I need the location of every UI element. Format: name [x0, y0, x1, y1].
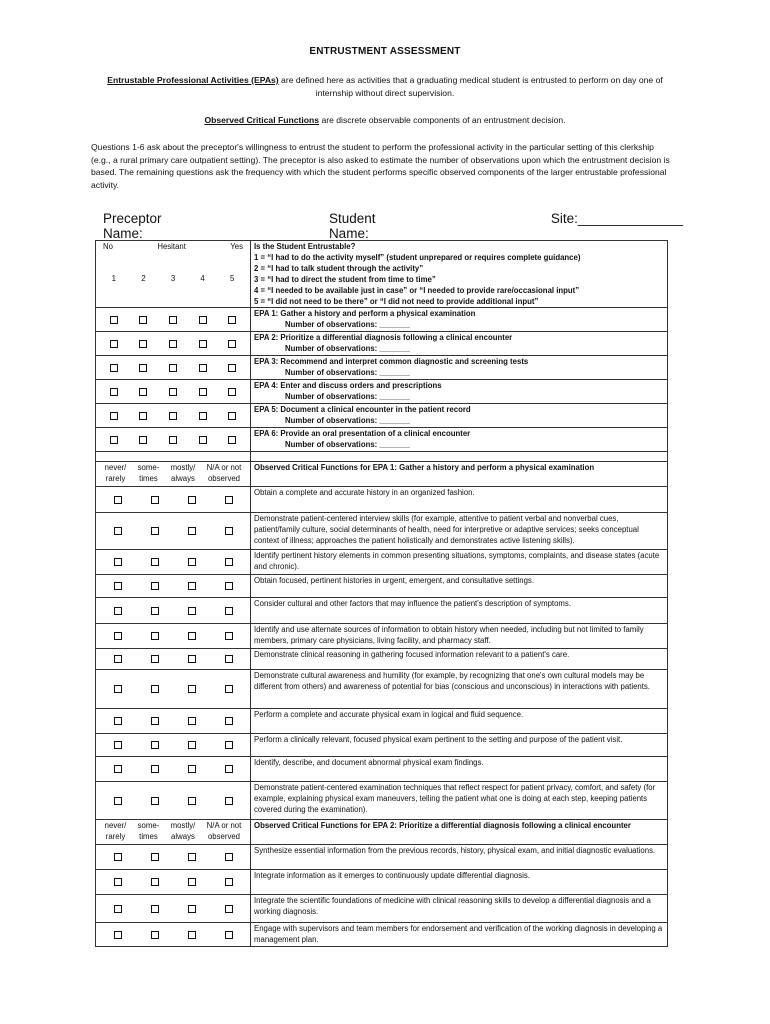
observed-function-row: [96, 845, 668, 870]
observations-field: Number of observations: _______: [285, 320, 410, 329]
observations-field: Number of observations: _______: [285, 392, 410, 401]
observed-function-text: Consider cultural and other factors that may influence the patient's description of symptoms.: [254, 599, 571, 608]
observed-function-text: Demonstrate patient-centered examination techniques that reflect respect for patient privacy, comfort, and safety (for example, explaining physical exam maneuvers, telling the patient what one is doing at each step, keeping patients covered during the examination).: [254, 783, 656, 814]
checkbox[interactable]: [188, 582, 196, 590]
section-title: [251, 462, 668, 487]
freq-observed: observed: [207, 474, 241, 483]
observed-function: [251, 845, 668, 870]
checkbox[interactable]: [228, 316, 236, 324]
checkbox[interactable]: [225, 582, 233, 590]
epa-label: EPA 2: Prioritize a differential diagnosis following a clinical encounter: [254, 333, 513, 342]
observed-function-text: Synthesize essential information from the previous records, history, physical exam, and initial diagnostic evaluations.: [254, 846, 656, 855]
checkbox[interactable]: [139, 388, 147, 396]
checkbox[interactable]: [225, 655, 233, 663]
observed-function: [251, 575, 668, 598]
frequency-scale-header: [96, 462, 251, 487]
checkbox[interactable]: [228, 364, 236, 372]
checkbox-group: [96, 895, 251, 923]
checkbox[interactable]: [110, 412, 118, 420]
freq-rarely: rarely: [105, 832, 126, 841]
page-title: ENTRUSTMENT ASSESSMENT: [309, 46, 461, 57]
epa-row: [96, 308, 668, 332]
site-field[interactable]: Site:______________: [550, 211, 683, 226]
observed-function: [251, 923, 668, 947]
checkbox[interactable]: [114, 607, 122, 615]
assessment-table: [95, 240, 668, 947]
observed-function: [251, 598, 668, 624]
checkbox-group: [96, 649, 251, 670]
checkbox[interactable]: [228, 340, 236, 348]
observations-field: Number of observations: _______: [285, 368, 410, 377]
epa-label: EPA 6: Provide an oral presentation of a clinical encounter: [254, 429, 471, 438]
legend-line: 3 = “I had to direct the student from time to time”: [254, 275, 436, 284]
epa-cell: [251, 380, 668, 404]
freq-always: always: [171, 474, 195, 483]
observed-function-text: Engage with supervisors and team members for endorsement and verification of the working diagnosis in developing a management plan.: [254, 924, 663, 944]
checkbox[interactable]: [151, 853, 159, 861]
freq-na: N/A or not: [206, 463, 242, 472]
legend-line: 5 = “I did not need to be there” or “I did not need to provide additional input”: [254, 297, 539, 306]
checkbox[interactable]: [151, 632, 159, 640]
epa-row: [96, 332, 668, 356]
observed-function: [251, 649, 668, 670]
checkbox[interactable]: [188, 655, 196, 663]
checkbox[interactable]: [114, 685, 122, 693]
name-fields: [103, 211, 683, 241]
legend-line: 1 = “I had to do the activity myself” (student unprepared or requires complete guidance): [254, 253, 581, 262]
checkbox[interactable]: [114, 496, 122, 504]
checkbox[interactable]: [114, 931, 122, 939]
checkbox[interactable]: [114, 905, 122, 913]
observed-function-row: [96, 870, 668, 895]
checkbox[interactable]: [151, 741, 159, 749]
observed-function-row: [96, 923, 668, 947]
checkbox[interactable]: [228, 388, 236, 396]
observations-field: Number of observations: _______: [285, 440, 410, 449]
scale-yes-label: Yes: [230, 242, 243, 251]
observed-function-row: [96, 624, 668, 649]
checkbox[interactable]: [151, 527, 159, 535]
freq-mostly: mostly/: [170, 463, 196, 472]
entrust-legend: [251, 241, 668, 308]
checkbox[interactable]: [169, 412, 177, 420]
preceptor-name-field[interactable]: Preceptor Name:____________________: [103, 211, 293, 241]
epa-label: EPA 5: Document a clinical encounter in the patient record: [254, 405, 471, 414]
observations-field: Number of observations: _______: [285, 344, 410, 353]
checkbox[interactable]: [225, 853, 233, 861]
checkbox[interactable]: [151, 878, 159, 886]
checkbox[interactable]: [199, 436, 207, 444]
epa-label: EPA 3: Recommend and interpret common diagnostic and screening tests: [254, 357, 529, 366]
checkbox-group: [96, 428, 251, 452]
checkbox[interactable]: [169, 436, 177, 444]
observed-function: [251, 709, 668, 734]
checkbox[interactable]: [188, 878, 196, 886]
checkbox[interactable]: [188, 741, 196, 749]
checkbox[interactable]: [225, 558, 233, 566]
freq-observed: observed: [207, 832, 241, 841]
observed-function-text: Demonstrate clinical reasoning in gathering focused information relevant to a patient's care.: [254, 650, 570, 659]
observed-function-row: [96, 550, 668, 575]
observed-function-text: Perform a complete and accurate physical exam in logical and fluid sequence.: [254, 710, 524, 719]
checkbox[interactable]: [114, 527, 122, 535]
checkbox[interactable]: [188, 685, 196, 693]
checkbox[interactable]: [199, 412, 207, 420]
checkbox[interactable]: [139, 364, 147, 372]
epa-row: [96, 428, 668, 452]
scale-number: 3: [170, 274, 176, 283]
checkbox[interactable]: [225, 741, 233, 749]
checkbox[interactable]: [151, 558, 159, 566]
checkbox[interactable]: [225, 496, 233, 504]
checkbox[interactable]: [225, 717, 233, 725]
checkbox-group: [96, 356, 251, 380]
checkbox[interactable]: [188, 765, 196, 773]
observed-function-row: [96, 709, 668, 734]
checkbox[interactable]: [139, 316, 147, 324]
observed-function-text: Integrate information as it emerges to continuously update differential diagnosis.: [254, 871, 530, 880]
checkbox-group: [96, 380, 251, 404]
checkbox[interactable]: [139, 412, 147, 420]
observed-function: [251, 513, 668, 550]
freq-always: always: [171, 832, 195, 841]
checkbox-group: [96, 575, 251, 598]
checkbox-group: [96, 709, 251, 734]
checkbox-group: [96, 782, 251, 820]
scale-hesitant-label: Hesitant: [157, 242, 186, 251]
checkbox[interactable]: [114, 632, 122, 640]
checkbox-group: [96, 308, 251, 332]
entrust-header-row: [96, 241, 668, 308]
checkbox[interactable]: [139, 436, 147, 444]
epa-cell: [251, 404, 668, 428]
epa-label: EPA 4: Enter and discuss orders and prescriptions: [254, 381, 442, 390]
observed-function-text: Identify, describe, and document abnormal physical exam findings.: [254, 758, 484, 767]
epa-definition: Entrustable Professional Activities (EPAs) are defined here as activities that a graduating medical student is entrusted to perform on day one of internship without direct supervision.: [107, 75, 663, 98]
freq-never: never/: [104, 463, 127, 472]
checkbox-group: [96, 487, 251, 513]
epa-cell: [251, 356, 668, 380]
checkbox-group: [96, 757, 251, 782]
freq-na: N/A or not: [206, 821, 242, 830]
section-title-text: Observed Critical Functions for EPA 1: Gather a history and perform a physical examination: [254, 463, 595, 472]
checkbox[interactable]: [151, 765, 159, 773]
checkbox[interactable]: [188, 527, 196, 535]
questions-paragraph: Questions 1-6 ask about the preceptor's willingness to entrust the student to perform the professional activity in the particular setting of this clerkship (e.g., a rural primary care outpatient setting). The preceptor is also asked to estimate the number of observations upon which the entrustment decision is based. The remaining questions ask the frequency with which the student performs specific observed components of the larger entrustable professional activity.: [91, 142, 670, 190]
observed-function-row: [96, 598, 668, 624]
checkbox[interactable]: [114, 717, 122, 725]
checkbox[interactable]: [151, 582, 159, 590]
checkbox[interactable]: [199, 316, 207, 324]
scale-number: 4: [200, 274, 205, 283]
observed-function: [251, 782, 668, 820]
observed-function-row: [96, 734, 668, 757]
checkbox[interactable]: [188, 853, 196, 861]
observed-function-row: [96, 513, 668, 550]
checkbox[interactable]: [225, 905, 233, 913]
checkbox-group: [96, 923, 251, 947]
epa-cell: [251, 332, 668, 356]
observed-function: [251, 870, 668, 895]
observed-function-text: Identify pertinent history elements in common presenting situations, symptoms, complaints, and disease states (acute and chronic).: [254, 551, 660, 571]
epa-row: [96, 404, 668, 428]
checkbox[interactable]: [225, 797, 233, 805]
section-title-text: Observed Critical Functions for EPA 2: Prioritize a differential diagnosis following a clinical encounter: [254, 821, 631, 830]
ocf-definition: Observed Critical Functions are discrete observable components of an entrustment decision.: [204, 115, 566, 125]
legend-line: 4 = “I needed to be available just in case” or “I needed to provide rare/occasional input”: [254, 286, 580, 295]
spacer-row: [96, 452, 668, 462]
checkbox[interactable]: [110, 364, 118, 372]
checkbox[interactable]: [199, 388, 207, 396]
checkbox[interactable]: [114, 878, 122, 886]
checkbox[interactable]: [151, 905, 159, 913]
checkbox[interactable]: [151, 496, 159, 504]
checkbox-group: [96, 624, 251, 649]
observed-function-text: Demonstrate patient-centered interview skills (for example, attentive to patient verbal and nonverbal cues, patient/family culture, social determinants of health, need for interpretive or adaptive services; seeks conceptual context of illness; approaches the patient holistically and demonstrates active listening skills).: [254, 514, 639, 545]
checkbox[interactable]: [169, 340, 177, 348]
checkbox[interactable]: [110, 340, 118, 348]
checkbox-group: [96, 670, 251, 709]
checkbox[interactable]: [139, 340, 147, 348]
observed-function-row: [96, 757, 668, 782]
checkbox[interactable]: [199, 364, 207, 372]
observed-function-row: [96, 649, 668, 670]
checkbox[interactable]: [188, 931, 196, 939]
observations-field: Number of observations: _______: [285, 416, 410, 425]
checkbox[interactable]: [114, 558, 122, 566]
student-name-field[interactable]: Student Name:_____________________: [328, 211, 527, 241]
observed-function: [251, 734, 668, 757]
epa-cell: [251, 308, 668, 332]
checkbox[interactable]: [151, 685, 159, 693]
observed-function-row: [96, 670, 668, 709]
observed-function: [251, 550, 668, 575]
frequency-header-row: [96, 820, 668, 845]
checkbox-group: [96, 513, 251, 550]
checkbox[interactable]: [151, 717, 159, 725]
freq-mostly: mostly/: [170, 821, 196, 830]
checkbox-group: [96, 404, 251, 428]
checkbox-group: [96, 550, 251, 575]
checkbox[interactable]: [188, 717, 196, 725]
checkbox[interactable]: [225, 765, 233, 773]
checkbox[interactable]: [110, 388, 118, 396]
checkbox[interactable]: [114, 582, 122, 590]
scale-number: 1: [111, 274, 116, 283]
epa-row: [96, 380, 668, 404]
observed-function-text: Integrate the scientific foundations of medicine with clinical reasoning skills to develop a differential diagnosis and a working diagnosis.: [254, 896, 651, 916]
checkbox[interactable]: [169, 316, 177, 324]
epa-row: [96, 356, 668, 380]
checkbox[interactable]: [188, 496, 196, 504]
observed-function: [251, 624, 668, 649]
checkbox[interactable]: [110, 436, 118, 444]
freq-some: some-: [137, 821, 160, 830]
checkbox[interactable]: [225, 931, 233, 939]
checkbox[interactable]: [169, 388, 177, 396]
checkbox-group: [96, 845, 251, 870]
checkbox[interactable]: [188, 797, 196, 805]
scale-header: [96, 241, 251, 308]
checkbox[interactable]: [114, 797, 122, 805]
legend-title: Is the Student Entrustable?: [254, 242, 356, 251]
checkbox[interactable]: [114, 765, 122, 773]
checkbox-group: [96, 332, 251, 356]
observed-function-text: Obtain focused, pertinent histories in urgent, emergent, and consultative settings.: [254, 576, 534, 585]
observed-function-row: [96, 782, 668, 820]
observed-function-text: Obtain a complete and accurate history in an organized fashion.: [254, 488, 475, 497]
observed-function-row: [96, 895, 668, 923]
checkbox[interactable]: [228, 436, 236, 444]
checkbox[interactable]: [228, 412, 236, 420]
epa-label: EPA 1: Gather a history and perform a physical examination: [254, 309, 476, 318]
frequency-header-row: [96, 462, 668, 487]
scale-number: 2: [141, 274, 146, 283]
scale-no-label: No: [103, 242, 113, 251]
checkbox[interactable]: [151, 655, 159, 663]
observed-function: [251, 895, 668, 923]
observed-function: [251, 757, 668, 782]
observed-function-text: Perform a clinically relevant, focused physical exam pertinent to the setting and purpose of the patient visit.: [254, 735, 623, 744]
scale-number: 5: [230, 274, 235, 283]
observed-function-row: [96, 575, 668, 598]
freq-some: some-: [137, 463, 160, 472]
checkbox[interactable]: [188, 558, 196, 566]
checkbox[interactable]: [188, 905, 196, 913]
freq-never: never/: [104, 821, 127, 830]
legend-line: 2 = “I had to talk student through the activity”: [254, 264, 424, 273]
freq-rarely: rarely: [105, 474, 126, 483]
checkbox[interactable]: [114, 741, 122, 749]
checkbox[interactable]: [151, 797, 159, 805]
checkbox[interactable]: [199, 340, 207, 348]
observed-function: [251, 670, 668, 709]
checkbox[interactable]: [110, 316, 118, 324]
checkbox[interactable]: [188, 607, 196, 615]
checkbox-group: [96, 870, 251, 895]
checkbox[interactable]: [114, 655, 122, 663]
checkbox-group: [96, 734, 251, 757]
checkbox[interactable]: [225, 607, 233, 615]
checkbox[interactable]: [151, 607, 159, 615]
checkbox[interactable]: [225, 632, 233, 640]
observed-function-text: Identify and use alternate sources of information to obtain history when needed, including but not limited to family members, primary care physicians, living facility, and pharmacy staff.: [254, 625, 644, 645]
freq-times: times: [139, 474, 158, 483]
checkbox[interactable]: [225, 685, 233, 693]
checkbox[interactable]: [225, 527, 233, 535]
observed-function: [251, 487, 668, 513]
observed-function-row: [96, 487, 668, 513]
checkbox[interactable]: [114, 853, 122, 861]
checkbox[interactable]: [188, 632, 196, 640]
frequency-scale-header: [96, 820, 251, 845]
checkbox-group: [96, 598, 251, 624]
epa-cell: [251, 428, 668, 452]
checkbox[interactable]: [169, 364, 177, 372]
observed-function-text: Demonstrate cultural awareness and humility (for example, by recognizing that one's own cultural models may be different from others) and awareness of potential for bias (conscious and unconscious) in interactions with patients.: [254, 671, 650, 691]
freq-times: times: [139, 832, 158, 841]
section-title: [251, 820, 668, 845]
checkbox[interactable]: [225, 878, 233, 886]
checkbox[interactable]: [151, 931, 159, 939]
